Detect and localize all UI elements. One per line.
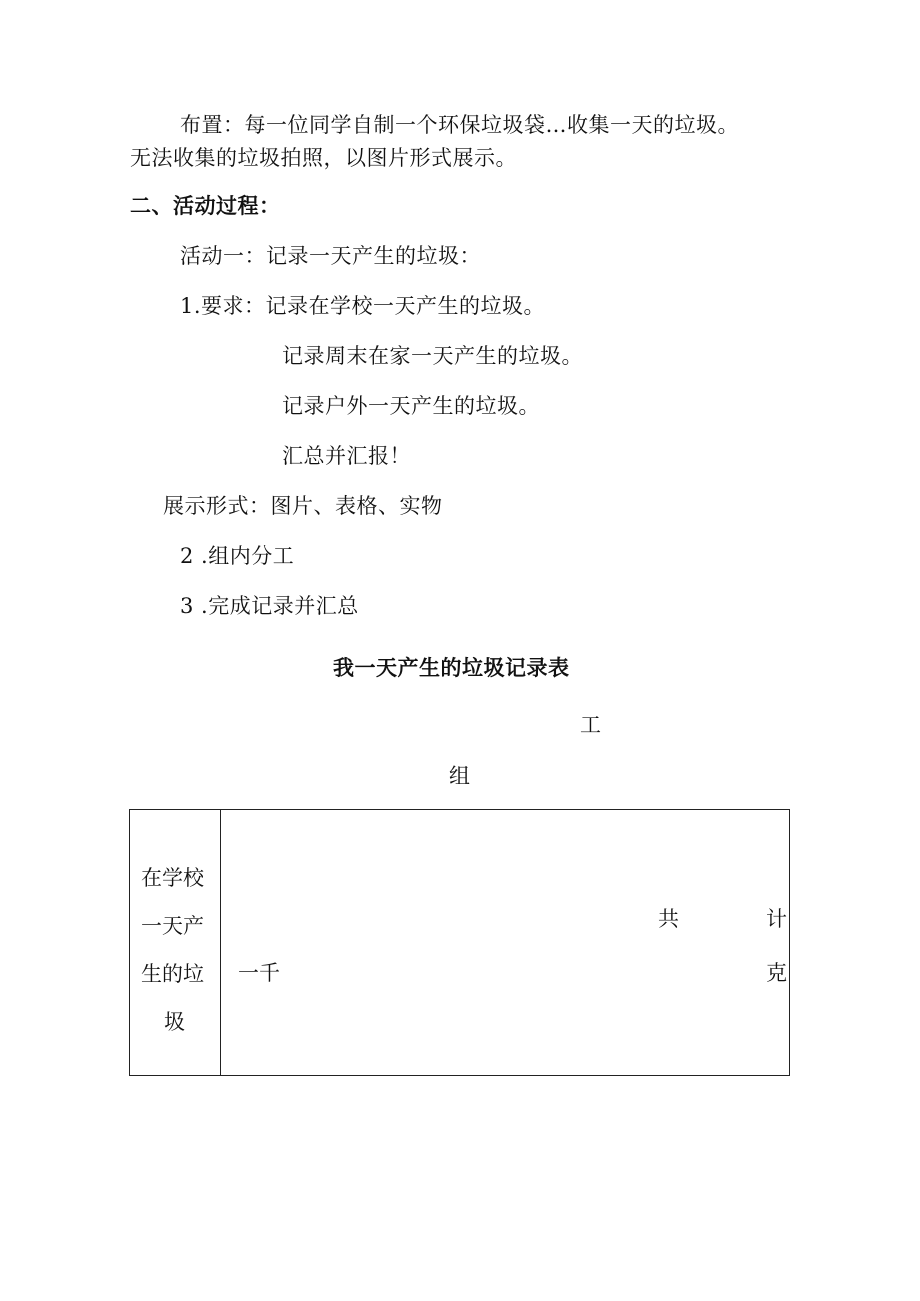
activity-title: 活动一：记录一天产生的垃圾： <box>180 244 481 268</box>
garbage-record-table <box>129 809 790 1076</box>
row-label-line-1: 在学校 <box>141 866 204 890</box>
intro-line-1: 布置：每一位同学自制一个环保垃圾袋…收集一天的垃圾。 <box>180 113 739 137</box>
total-char-2: 计 <box>766 907 787 931</box>
weight-unit: 克 <box>766 961 787 985</box>
table-title: 我一天产生的垃圾记录表 <box>333 656 570 680</box>
step-3: 3 .完成记录并汇总 <box>180 594 359 618</box>
weight-prefix-text: 一千 <box>238 961 280 985</box>
table-header-char-2: 组 <box>449 764 471 788</box>
row-label-line-2: 一天产 <box>141 914 204 938</box>
section-heading: 二、活动过程： <box>130 194 281 218</box>
table-column-divider <box>220 810 221 1075</box>
requirement-summary: 汇总并汇报！ <box>282 444 411 468</box>
table-header-char-1: 工 <box>580 713 602 737</box>
step-2: 2 .组内分工 <box>180 544 295 568</box>
total-char-1: 共 <box>658 907 679 931</box>
row-label-line-3: 生的垃 <box>141 962 204 986</box>
display-form: 展示形式：图片、表格、实物 <box>163 494 443 518</box>
row-label-line-4: 圾 <box>164 1010 185 1034</box>
requirement-line: 1.要求：记录在学校一天产生的垃圾。 <box>180 294 546 318</box>
requirement-home: 记录周末在家一天产生的垃圾。 <box>282 344 583 368</box>
intro-line-2: 无法收集的垃圾拍照，以图片形式展示。 <box>130 146 517 170</box>
requirement-outdoor: 记录户外一天产生的垃圾。 <box>282 394 540 418</box>
